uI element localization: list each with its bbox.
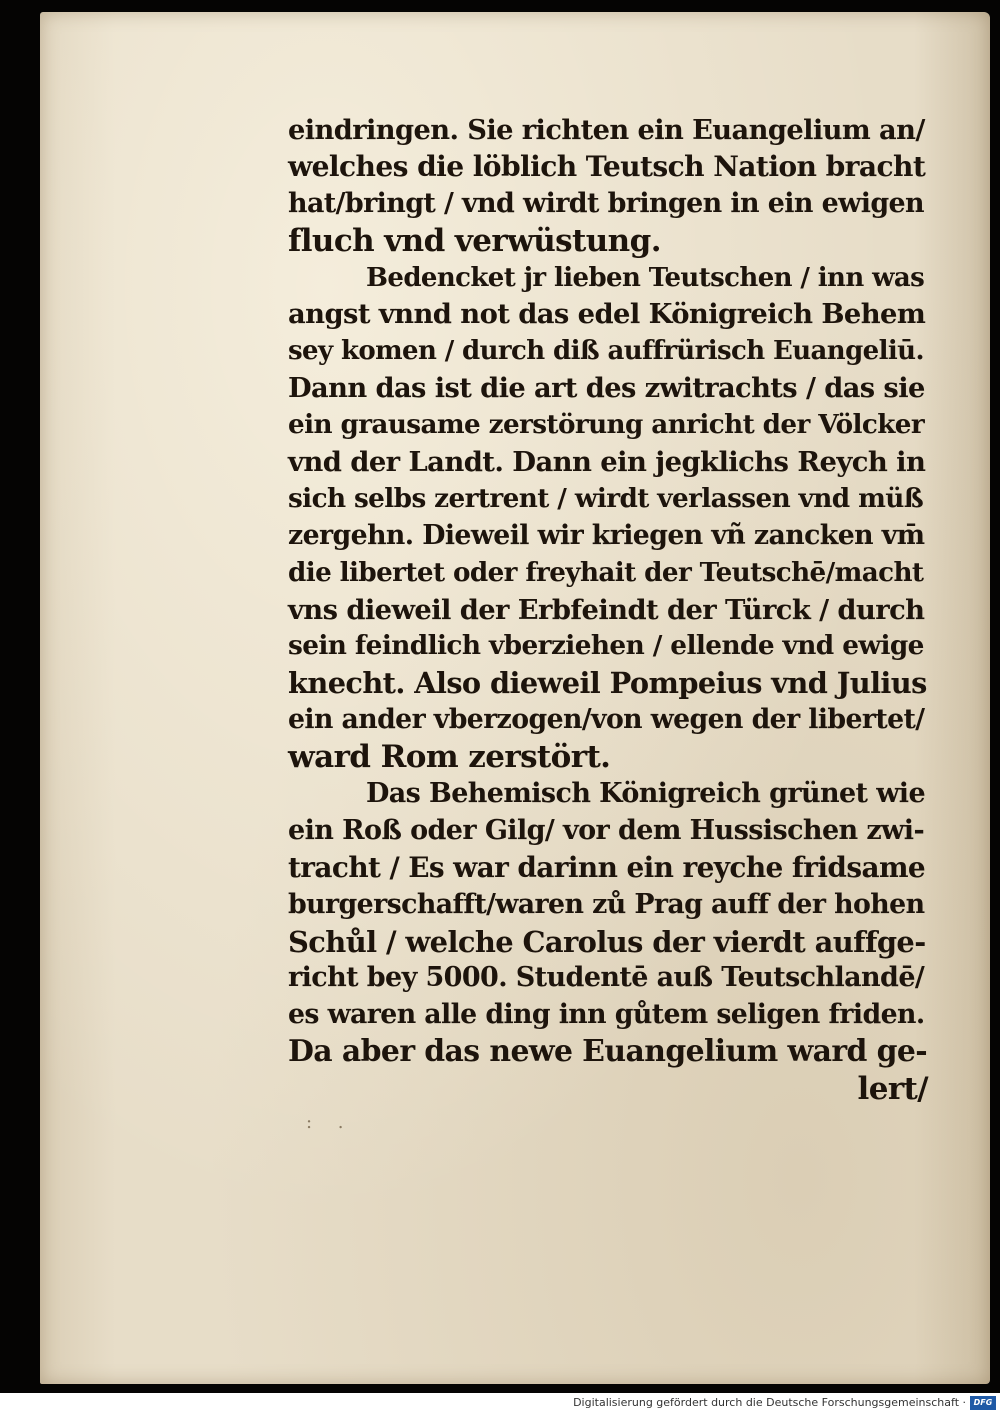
text-line: sich selbs zertrent / wirdt verlassen vnd müß xyxy=(288,482,924,514)
text-line: vnd der Landt. Dann ein jegklichs Reych in xyxy=(288,446,926,479)
text-line: Bedencket jr lieben Teutschen / inn was xyxy=(366,262,925,293)
text-line: knecht. Also dieweil Pompeius vnd Julius xyxy=(288,666,927,701)
text-line: ward Rom zerstört. xyxy=(288,739,611,776)
text-line: ein grausame zerstörung anricht der Völcker xyxy=(288,409,925,441)
catchword: lert/ xyxy=(857,1071,928,1108)
text-line: es waren alle ding inn gůtem seligen friden. xyxy=(288,999,925,1031)
text-line: sey komen / durch diß auffrürisch Euangeliū. xyxy=(288,336,924,367)
text-line: zergehn. Dieweil wir kriegen vñ zancken vm̄ xyxy=(288,519,925,551)
text-line: Dann das ist die art des zwitrachts / das sie xyxy=(288,372,925,405)
text-line: tracht / Es war darinn ein reyche fridsame xyxy=(288,850,926,884)
dfg-logo-icon: DFG xyxy=(970,1396,996,1410)
text-line: Da aber das newe Euangelium ward ge- xyxy=(288,1034,928,1070)
text-line: richt bey 5000. Studentē auß Teutschlandē/ xyxy=(288,962,925,994)
text-line: vns dieweil der Erbfeindt der Türck / durch xyxy=(288,593,925,626)
text-line: die libertet oder freyhait der Teutschē/macht xyxy=(288,556,924,588)
text-line: welches die löblich Teutsch Nation bracht xyxy=(288,149,926,183)
text-line: hat/bringt / vnd wirdt bringen in ein ewigen xyxy=(288,187,925,219)
text-line: ein Roß oder Gilg/ vor dem Hussischen zwi- xyxy=(288,814,925,846)
text-line: burgerschafft/waren zů Prag auff der hohen xyxy=(288,888,925,920)
text-line: ein ander vberzogen/von wegen der libertet/ xyxy=(288,704,925,736)
text-line: sein feindlich vberziehen / ellende vnd ewige xyxy=(288,630,924,662)
book-page xyxy=(40,12,990,1384)
text-line: Das Behemisch Königreich grünet wie xyxy=(366,778,926,810)
text-line: eindringen. Sie richten ein Euangelium an/ xyxy=(288,114,925,146)
text-block xyxy=(288,112,928,1108)
funding-credit: Digitalisierung gefördert durch die Deutsche Forschungsgemeinschaft · xyxy=(573,1396,966,1409)
text-line: Schůl / welche Carolus der vierdt auffge- xyxy=(288,924,926,959)
text-line: angst vnnd not das edel Königreich Behem xyxy=(288,298,926,331)
stray-marks: : . xyxy=(306,1112,354,1133)
text-line: fluch vnd verwüstung. xyxy=(288,222,661,259)
footer xyxy=(0,1393,1000,1414)
